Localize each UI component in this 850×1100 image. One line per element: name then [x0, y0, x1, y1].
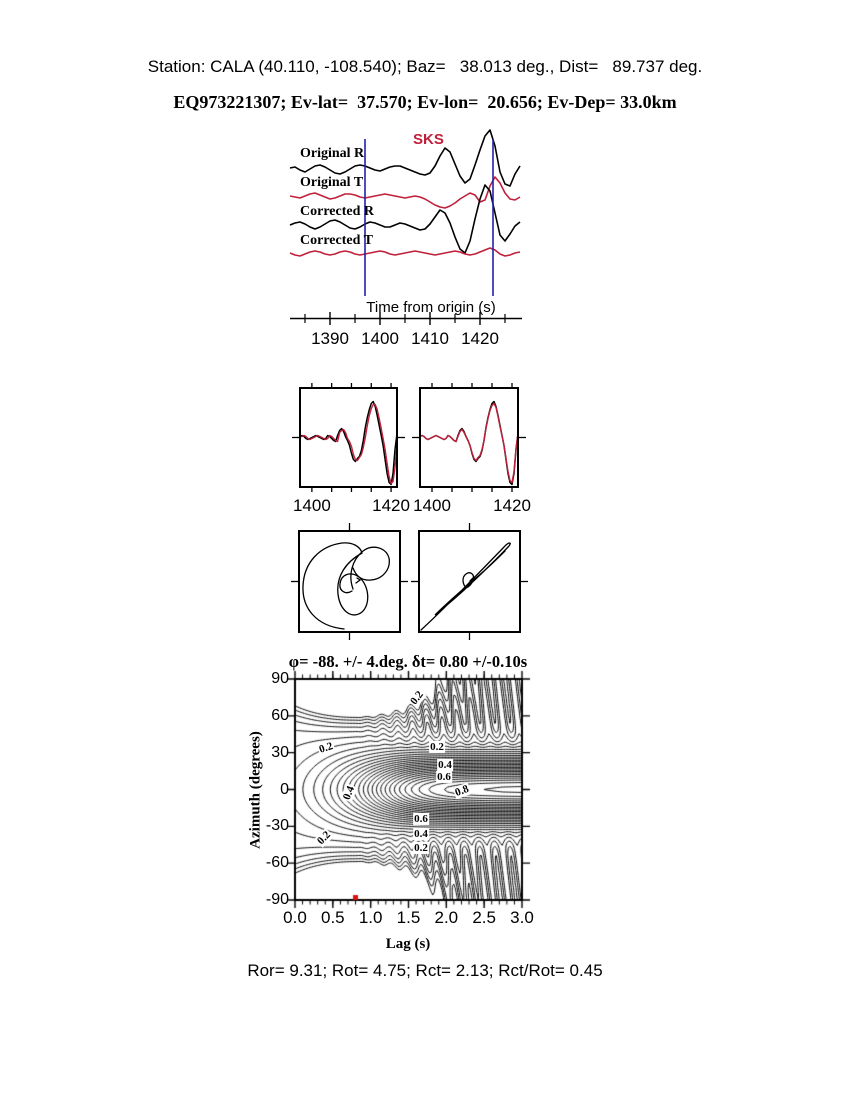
phase-label-sks: SKS — [413, 131, 444, 148]
contour-y-tick-label: 30 — [271, 743, 289, 761]
contour-y-tick-label: -60 — [265, 854, 289, 872]
time-tick-label: 1410 — [411, 329, 449, 348]
contour-level-label: 0.8 — [453, 782, 471, 799]
contour-x-tick-label: 1.0 — [358, 908, 383, 927]
trace-label-corrected-r: Corrected R — [300, 204, 374, 219]
contour-level-label: 0.6 — [437, 770, 451, 783]
time-tick-label: 1390 — [311, 329, 349, 348]
contour-y-tick-label: -90 — [265, 891, 289, 908]
event-title: EQ973221307; Ev-lat= 37.570; Ev-lon= 20.656; Ev-Dep= 33.0km — [173, 92, 677, 112]
contour-x-tick-label: 0.5 — [321, 908, 345, 927]
time-tick-label: 1400 — [361, 329, 399, 348]
lag-axis-label: Lag (s) — [385, 936, 431, 952]
contour-x-tick-label: 2.0 — [434, 908, 459, 927]
pair-tick-label: 1400 — [413, 496, 451, 515]
contour-y-tick-label: 90 — [271, 670, 289, 687]
contour-level-label: 0.4 — [438, 758, 452, 771]
contour-title: φ= -88. +/- 4.deg. δt= 0.80 +/-0.10s — [288, 652, 528, 671]
contour-level-label: 0.2 — [408, 688, 426, 708]
contour-level-label: 0.6 — [414, 812, 428, 825]
contour-y-tick-label: 0 — [280, 780, 289, 798]
contour-y-tick-label: -30 — [265, 817, 289, 835]
contour-level-label: 0.2 — [317, 740, 335, 756]
contour-x-tick-label: 2.5 — [472, 908, 496, 927]
contour-level-label: 0.4 — [414, 827, 428, 840]
contour-level-label: 0.2 — [314, 828, 334, 848]
contour-x-tick-label: 3.0 — [510, 908, 534, 927]
contour-y-tick-label: 60 — [271, 706, 289, 724]
contour-level-label: 0.2 — [430, 740, 444, 753]
pair-tick-label: 1400 — [292, 496, 331, 515]
trace-label-original-t: Original T — [300, 175, 364, 190]
station-title: Station: CALA (40.110, -108.540); Baz= 38.013 deg., Dist= 89.737 deg. — [147, 57, 703, 76]
contour-x-tick-label: 0.0 — [283, 908, 307, 927]
contour-map-canvas — [270, 660, 540, 915]
contour-level-label: 0.4 — [340, 784, 358, 802]
pair-tick-label: 1420 — [372, 496, 410, 515]
stats-line: Ror= 9.31; Rot= 4.75; Rct= 2.13; Rct/Rot= 0.45 — [247, 961, 603, 980]
trace-label-original-r: Original R — [300, 146, 365, 161]
contour-x-tick-label: 1.5 — [396, 908, 421, 927]
time-tick-label: 1420 — [461, 329, 499, 348]
time-axis-title: Time from origin (s) — [366, 299, 496, 316]
trace-label-corrected-t: Corrected T — [300, 233, 373, 248]
azimuth-axis-label: Azimuth (degrees) — [247, 731, 264, 849]
contour-level-label: 0.2 — [414, 841, 428, 854]
pair-tick-label: 1420 — [493, 496, 531, 515]
